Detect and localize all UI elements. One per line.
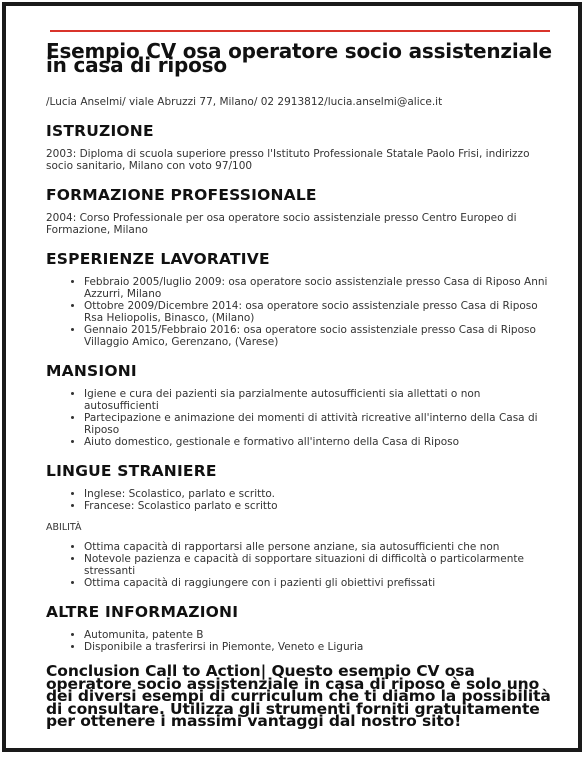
altre-list bbox=[46, 629, 556, 653]
list-item: • Gennaio 2015/Febbraio 2016: osa operatore socio assistenziale presso Casa di Riposo Villaggio Amico, Gerenzano, (Varese) bbox=[84, 324, 556, 348]
cv-page bbox=[2, 2, 582, 752]
list-item: • Disponibile a trasferirsi in Piemonte, Veneto e Liguria bbox=[84, 641, 556, 653]
section-heading-abilita: ABILITÀ bbox=[46, 522, 82, 533]
section-heading-istruzione: ISTRUZIONE bbox=[46, 122, 154, 140]
list-item: • Notevole pazienza e capacità di sopportare situazioni di difficoltà o particolarmente stressanti bbox=[84, 553, 556, 577]
list-item: • Ottobre 2009/Dicembre 2014: osa operatore socio assistenziale presso Casa di Riposo Rsa Heliopolis, Binasco, (Milano) bbox=[84, 300, 556, 324]
list-item: • Partecipazione e animazione dei momenti di attività ricreative all'interno della Casa di Riposo bbox=[84, 412, 556, 436]
section-heading-altre: ALTRE INFORMAZIONI bbox=[46, 603, 239, 621]
lingue-list bbox=[46, 488, 556, 512]
list-item: • Francese: Scolastico parlato e scritto bbox=[84, 500, 556, 512]
formazione-text: 2004: Corso Professionale per osa operatore socio assistenziale presso Centro Europeo di Formazione, Milano bbox=[46, 212, 517, 236]
list-item: • Aiuto domestico, gestionale e formativo all'interno della Casa di Riposo bbox=[84, 436, 556, 448]
conclusion-cta: Conclusion Call to Action| Questo esempio CV osa operatore socio assistenziale in casa di riposo è solo uno dei diversi esempi di curriculum che ti diamo la possibilità di consultare. Utilizza gli strumenti forniti gratuitamente per ottenere i massimi vantaggi dal nostro sito! bbox=[46, 662, 551, 730]
section-heading-esperienze: ESPERIENZE LAVORATIVE bbox=[46, 250, 270, 268]
esperienze-list bbox=[46, 276, 556, 348]
section-heading-formazione: FORMAZIONE PROFESSIONALE bbox=[46, 186, 317, 204]
section-heading-lingue: LINGUE STRANIERE bbox=[46, 462, 217, 480]
mansioni-list bbox=[46, 388, 556, 448]
list-item: • Febbraio 2005/luglio 2009: osa operatore socio assistenziale presso Casa di Riposo Anni Azzurri, Milano bbox=[84, 276, 556, 300]
istruzione-text: 2003: Diploma di scuola superiore presso l'Istituto Professionale Statale Paolo Frisi, indirizzo socio sanitario, Milano con voto 97/100 bbox=[46, 148, 530, 172]
contact-line: /Lucia Anselmi/ viale Abruzzi 77, Milano/ 02 2913812/lucia.anselmi@alice.it bbox=[46, 96, 443, 108]
header-accent-line bbox=[50, 30, 550, 32]
list-item: • Ottima capacità di raggiungere con i pazienti gli obiettivi prefissati bbox=[84, 577, 556, 589]
cv-content bbox=[46, 39, 556, 730]
cv-title: Esempio CV osa operatore socio assistenziale in casa di riposo bbox=[46, 39, 552, 77]
abilita-list bbox=[46, 541, 556, 589]
section-heading-mansioni: MANSIONI bbox=[46, 362, 137, 380]
list-item: • Inglese: Scolastico, parlato e scritto. bbox=[84, 488, 556, 500]
list-item: • Ottima capacità di rapportarsi alle persone anziane, sia autosufficienti che non bbox=[84, 541, 556, 553]
list-item: • Igiene e cura dei pazienti sia parzialmente autosufficienti sia allettati o non autosufficienti bbox=[84, 388, 556, 412]
list-item: • Automunita, patente B bbox=[84, 629, 556, 641]
